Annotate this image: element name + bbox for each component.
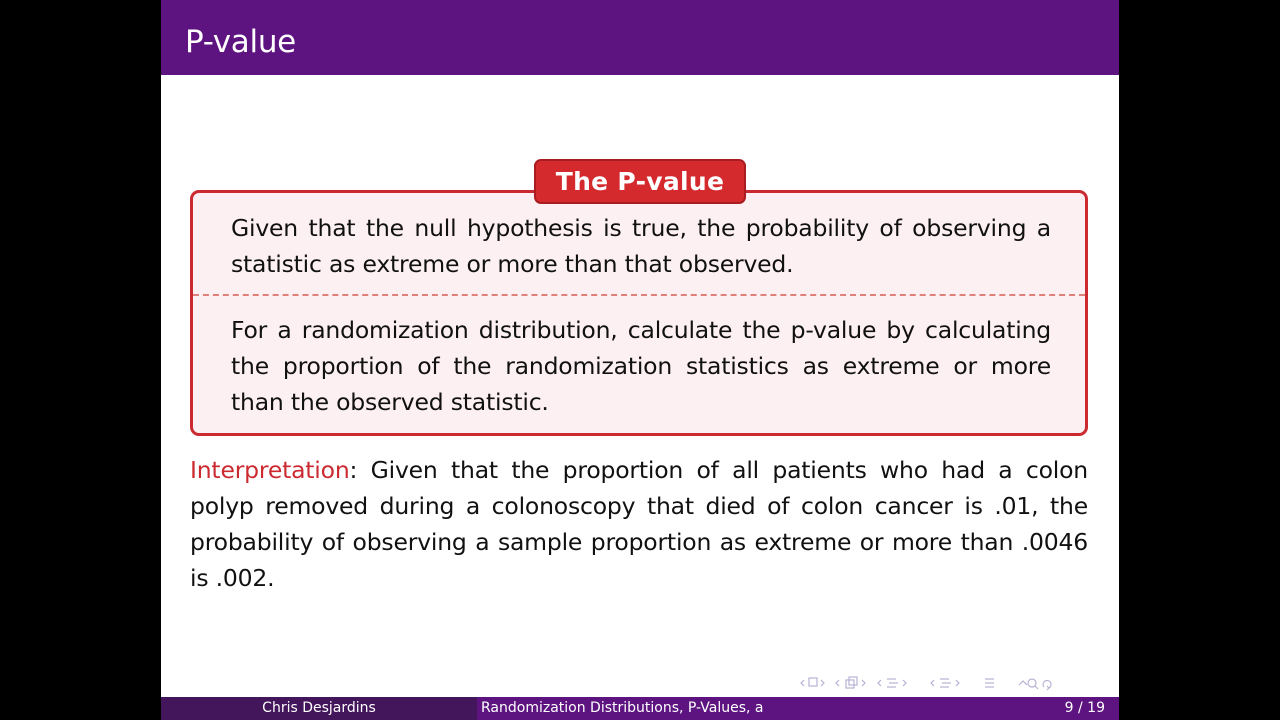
definition-block [190, 190, 1088, 436]
subsection-icon[interactable] [846, 677, 857, 688]
nav-next-frame-icon[interactable] [821, 680, 824, 686]
title-bar [161, 0, 1119, 75]
nav-prev-section-icon[interactable] [878, 680, 881, 686]
footer-page-number: 9 / 19 [1064, 700, 1105, 716]
footer-doc-title: Randomization Distributions, P-Values, a [481, 700, 764, 716]
nav-next-section-icon[interactable] [903, 680, 906, 686]
beamer-navigation-controls [791, 674, 1113, 692]
frame-icon[interactable] [809, 678, 817, 686]
block-title: The P-value [534, 159, 746, 204]
page-icon[interactable] [940, 679, 951, 687]
block-paragraph-randomization: For a randomization distribution, calculate the p-value by calculating the proportion of the randomization statistics as extreme or more than the observed statistic. [231, 316, 1051, 416]
slide [161, 0, 1119, 720]
search-icon[interactable] [1019, 679, 1038, 689]
interpretation-label: Interpretation [190, 456, 350, 484]
interpretation-paragraph [190, 452, 1088, 596]
dashed-divider [193, 294, 1085, 296]
slide-title: P-value [185, 24, 296, 60]
nav-prev-subsection-icon[interactable] [836, 680, 839, 686]
nav-prev-page-icon[interactable] [931, 680, 934, 686]
navigation-symbols [791, 674, 1113, 692]
section-icon[interactable] [887, 679, 898, 687]
nav-next-page-icon[interactable] [956, 680, 959, 686]
toc-icon[interactable] [985, 679, 994, 687]
nav-prev-frame-icon[interactable] [801, 680, 804, 686]
nav-next-subsection-icon[interactable] [862, 680, 865, 686]
footer-title-bar [477, 697, 1119, 720]
block-paragraph-definition: Given that the null hypothesis is true, the probability of observing a statistic as extreme or more than that observed. [231, 214, 1051, 278]
zoom-icon[interactable] [1043, 680, 1051, 690]
interpretation-text: : Given that the proportion of all patients who had a colon polyp removed during a colonoscopy that died of colon cancer is .01, the probability of observing a sample proportion as extreme or more than .0046 is .002. [190, 456, 1088, 592]
footer-author: Chris Desjardins [161, 697, 477, 720]
